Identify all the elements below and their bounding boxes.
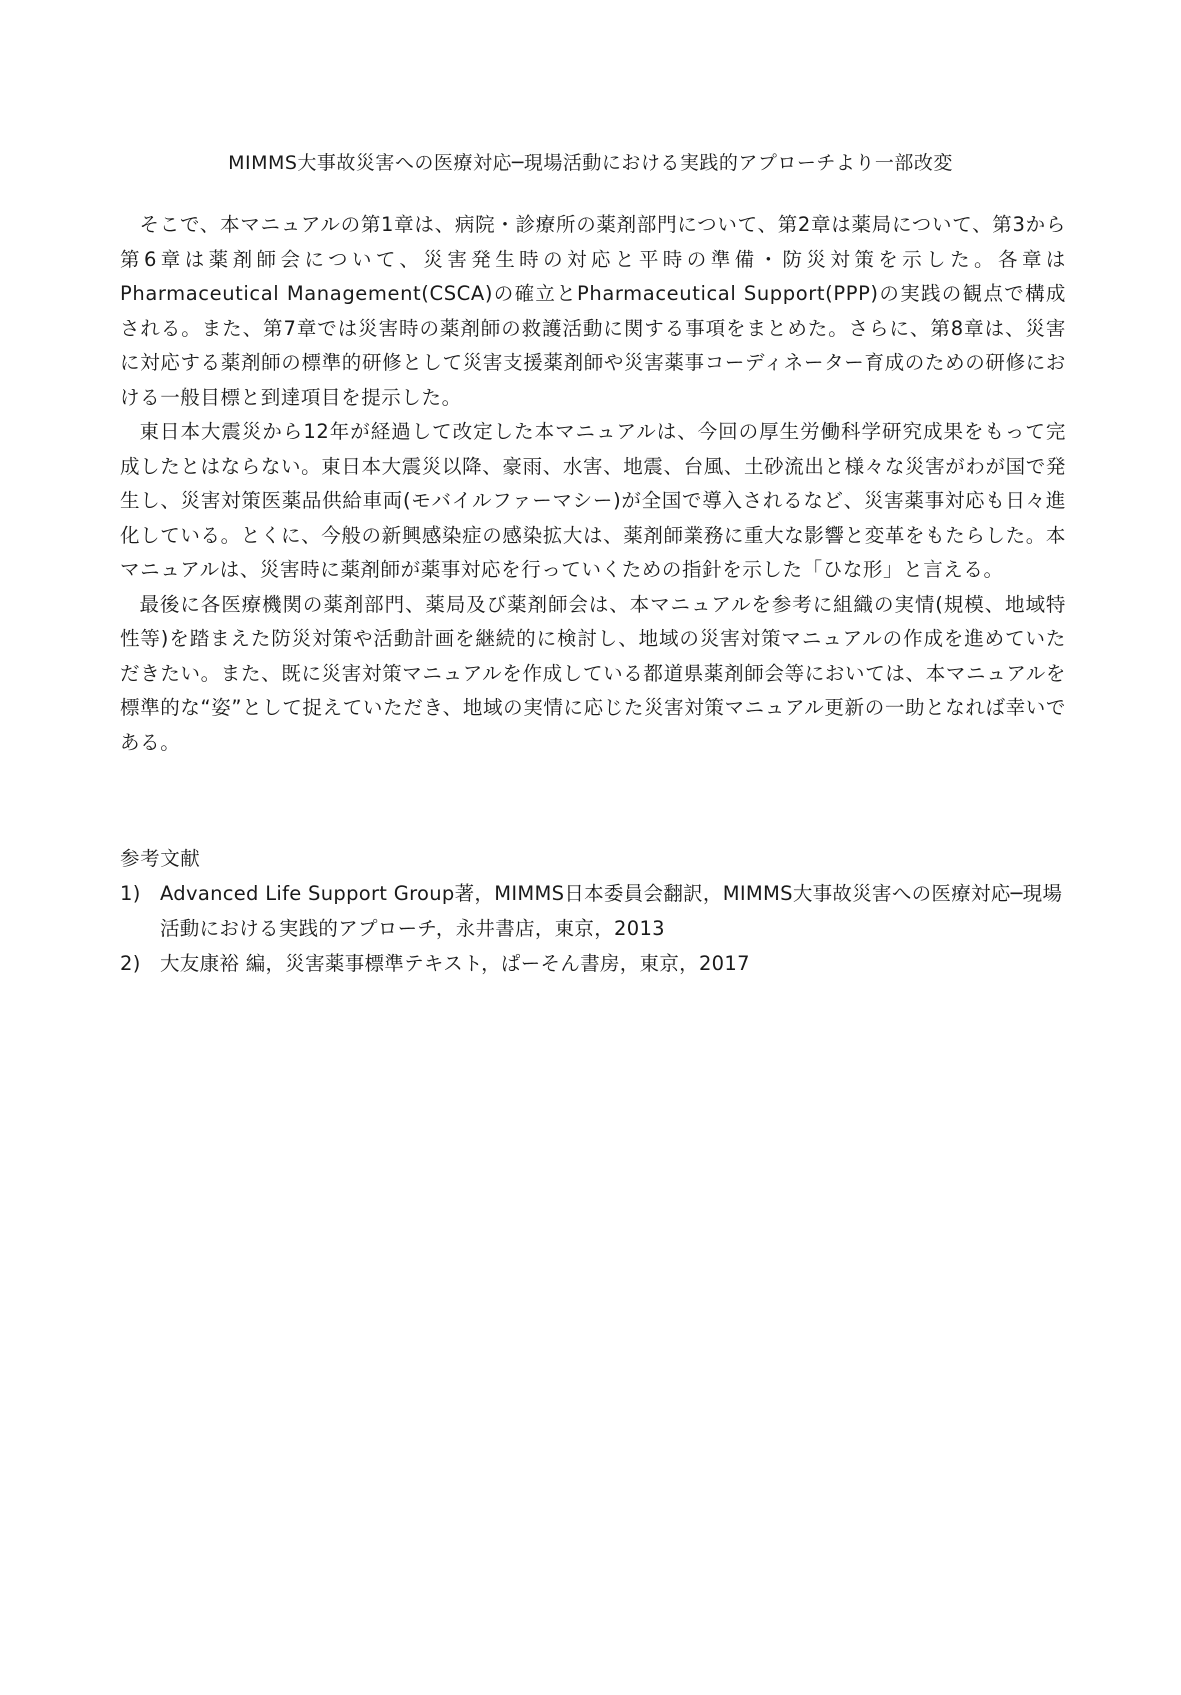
- reference-item: [120, 876, 1066, 946]
- paragraph-2: 東日本大震災から12年が経過して改定した本マニュアルは、今回の厚生労働科学研究成果をもって完成したとはならない。東日本大震災以降、豪雨、水害、地震、台風、土砂流出と様々な災害がわが国で発生し、災害対策医薬品供給車両(モバイルファーマシー)が全国で導入されるなど、災害薬事対応も日々進化している。とくに、今般の新興感染症の感染拡大は、薬剤師業務に重大な影響と変革をもたらした。本マニュアルは、災害時に薬剤師が薬事対応を行っていくための指針を示した「ひな形」と言える。: [120, 420, 1066, 581]
- body-text: [120, 208, 1066, 760]
- reference-number: 2): [120, 952, 141, 975]
- reference-text: Advanced Life Support Group著，MIMMS日本委員会翻訳，MIMMS大事故災害への医療対応─現場活動における実践的アプローチ，永井書店，東京，2013: [160, 882, 1063, 940]
- figure-caption: MIMMS大事故災害への医療対応─現場活動における実践的アプローチより一部改変: [228, 152, 953, 174]
- reference-number: 1): [120, 882, 141, 905]
- reference-item: [120, 946, 1066, 981]
- references-heading: 参考文献: [120, 847, 201, 870]
- paragraph-3: 最後に各医療機関の薬剤部門、薬局及び薬剤師会は、本マニュアルを参考に組織の実情(規模、地域特性等)を踏まえた防災対策や活動計画を継続的に検討し、地域の災害対策マニュアルの作成を進めていただきたい。また、既に災害対策マニュアルを作成している都道県薬剤師会等においては、本マニュアルを標準的な“姿”として捉えていただき、地域の実情に応じた災害対策マニュアル更新の一助となれば幸いである。: [120, 592, 1066, 754]
- paragraph-1: そこで、本マニュアルの第1章は、病院・診療所の薬剤部門について、第2章は薬局について、第3から第6章は薬剤師会について、災害発生時の対応と平時の準備・防災対策を示した。各章はPharmaceutical Management(CSCA)の確立とPharmaceutical Support(PPP)の実践の観点で構成される。また、第7章では災害時の薬剤師の救護活動に関する事項をまとめた。さらに、第8章は、災害に対応する薬剤師の標準的研修として災害支援薬剤師や災害薬事コーディネーター育成のための研修における一般目標と到達項目を提示した。: [120, 213, 1066, 409]
- references-list: [120, 876, 1066, 981]
- references-section: [120, 842, 1066, 981]
- reference-text: 大友康裕 編，災害薬事標準テキスト，ぱーそん書房，東京，2017: [160, 952, 750, 975]
